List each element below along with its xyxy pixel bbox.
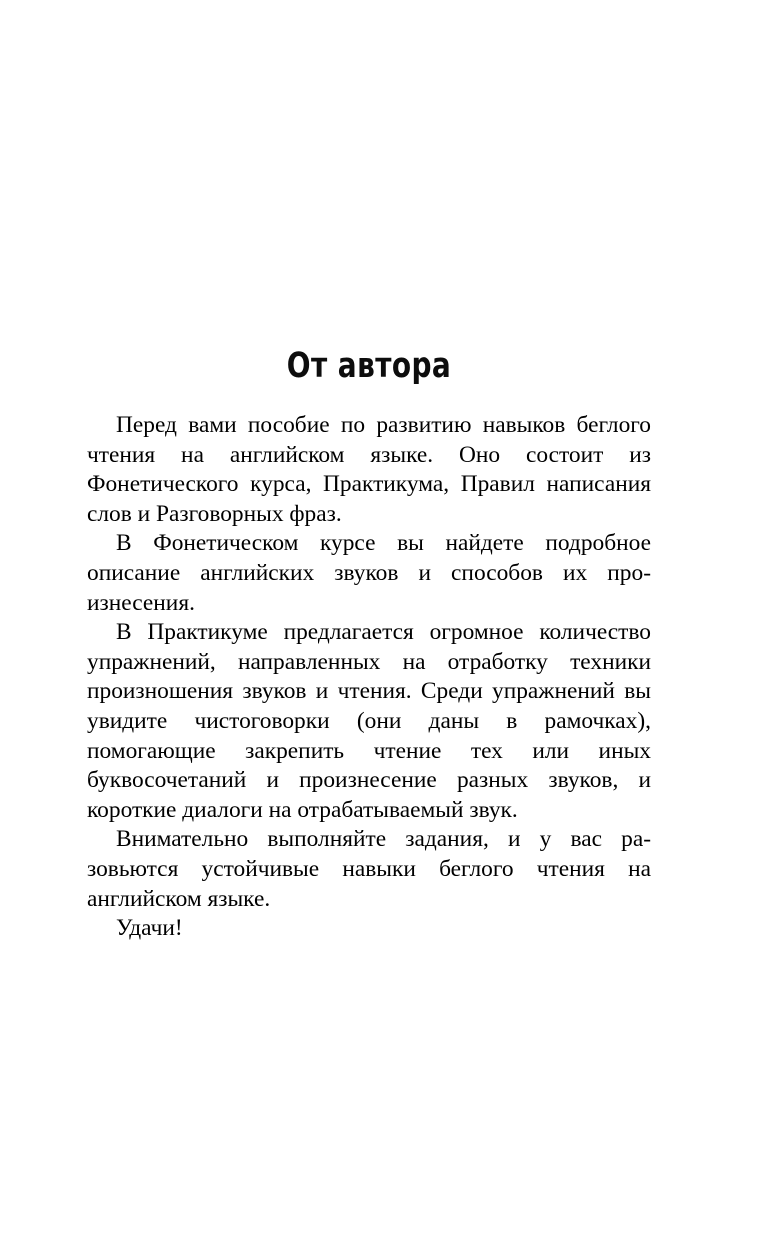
- page-title: От автора: [286, 346, 452, 387]
- paragraph: В Фонетическом курсе вы найдете подробное описание английских звуков и способов их произнесения.: [87, 530, 651, 616]
- body-text-block: [87, 411, 651, 944]
- paragraph: В Практикуме предлагается огромное количество упражнений, направленных на отработку техники произношения звуков и чтения. Среди упражнений вы увидите чистоговорки (они даны в рамочках), помогающие закрепить чтение тех или иных буквосочетаний и произнесение разных звуков, и короткие диалоги на отрабатываемый звук.: [87, 619, 651, 823]
- paragraph: Перед вами пособие по развитию навыков беглого чтения на английском языке. Оно состоит из Фонетического курса, Практикума, Правил написания слов и Разговорных фраз.: [87, 412, 651, 527]
- paragraph: Внимательно выполняйте задания, и у вас разовьются устойчивые навыки беглого чтения на английском языке.: [87, 826, 651, 912]
- paragraph: Удачи!: [116, 915, 183, 942]
